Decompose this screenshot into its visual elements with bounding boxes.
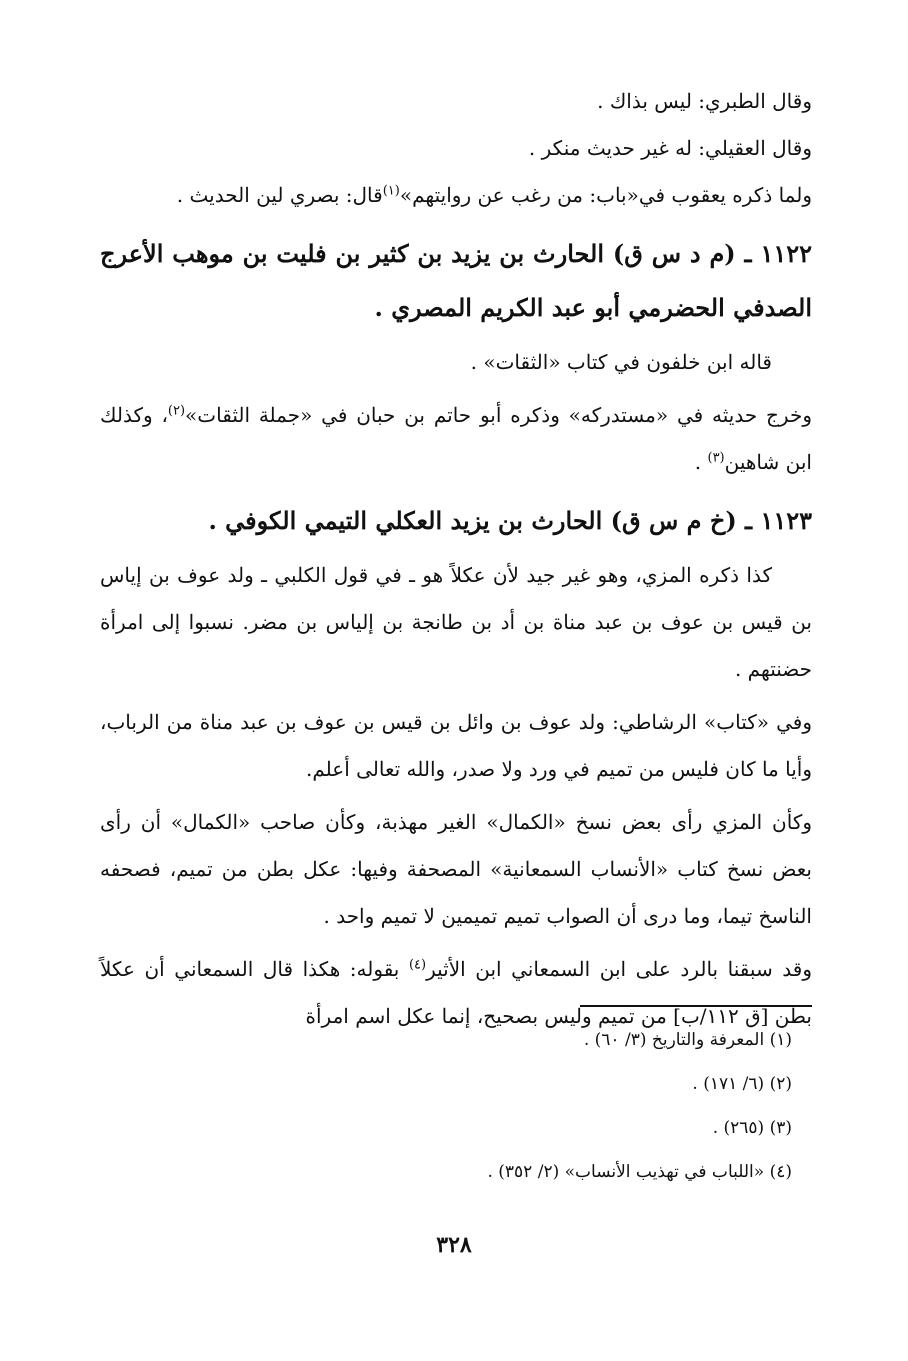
entry-heading-1123: ١١٢٣ ـ (خ م س ق) الحارث بن يزيد العكلي التيمي الكوفي . <box>208 506 812 535</box>
footnote-4: (٤) «اللباب في تهذيب الأنساب» (٢/ ٣٥٢) . <box>487 1162 792 1182</box>
text-segment: وخرج حديثه في «مستدركه» وذكره أبو حاتم بن حبان في «جملة الثقات» <box>185 403 812 427</box>
paragraph-kamal: وكأن المزي رأى بعض نسخ «الكمال» الغير مهذبة، وكأن صاحب «الكمال» أن رأى بعض نسخ كتاب «الأنساب السمعانية» المصحفة وفيها: عكل بطن من تميم، فصحفه الناسخ تيما، وما درى أن الصواب تميم تميمين لا تميم واحد . <box>100 810 812 928</box>
paragraph-yaqub <box>100 172 812 219</box>
text-segment: ولما ذكره يعقوب في«باب: من رغب عن روايتهم» <box>399 183 812 207</box>
text-segment: . <box>694 450 708 474</box>
footnote-ref: (١) <box>382 183 400 199</box>
paragraph-tabari: وقال الطبري: ليس بذاك . <box>597 89 812 113</box>
page-body <box>100 78 812 1040</box>
footnote-divider <box>580 1005 812 1007</box>
footnotes <box>192 1018 792 1194</box>
paragraph-ibn-khalfun: قاله ابن خلفون في كتاب «الثقات» . <box>470 350 772 374</box>
paragraph-uqayli: وقال العقيلي: له غير حديث منكر . <box>528 136 812 160</box>
text-segment: قال: بصري لين الحديث . <box>176 183 383 207</box>
footnote-3: (٣) (٢٦٥) . <box>712 1118 792 1138</box>
footnote-1: (١) المعرفة والتاريخ (٣/ ٦٠) . <box>583 1030 792 1050</box>
footnote-2: (٢) (٦/ ١٧١) . <box>692 1074 792 1094</box>
text-segment: بقوله: هكذا قال السمعاني أن عكلاً بطن [ق ١١٢/ب] من تميم وليس بصحيح، إنما عكل اسم امرأة <box>100 957 812 1028</box>
paragraph-rushati: وفي «كتاب» الرشاطي: ولد عوف بن وائل بن قيس بن عوف بن عبد مناة من الرباب، وأيا ما كان فليس من تميم في ورد ولا صدر، والله تعالى أعلم. <box>100 710 812 781</box>
page-number: ٣٢٨ <box>436 1232 472 1258</box>
paragraph-mizzi: كذا ذكره المزي، وهو غير جيد لأن عكلاً هو ـ في قول الكلبي ـ ولد عوف بن إياس بن قيس بن عوف بن عبد مناة بن أد بن طانجة بن إلياس بن مضر. نسبوا إلى امرأة حضنتهم . <box>100 563 812 681</box>
text-segment: ، وكذلك ابن شاهين <box>100 403 812 474</box>
paragraph-mustadrak <box>100 392 812 486</box>
entry-heading-1122: ١١٢٢ ـ (م د س ق) الحارث بن يزيد بن كثير بن فليت بن موهب الأعرج الصدفي الحضرمي أبو عبد الكريم المصري . <box>100 239 812 322</box>
footnote-ref: (٤) <box>408 957 427 973</box>
footnote-ref: (٣) <box>707 450 725 466</box>
text-segment: وقد سبقنا بالرد على ابن السمعاني ابن الأثير <box>426 957 812 981</box>
footnote-ref: (٢) <box>167 403 186 419</box>
